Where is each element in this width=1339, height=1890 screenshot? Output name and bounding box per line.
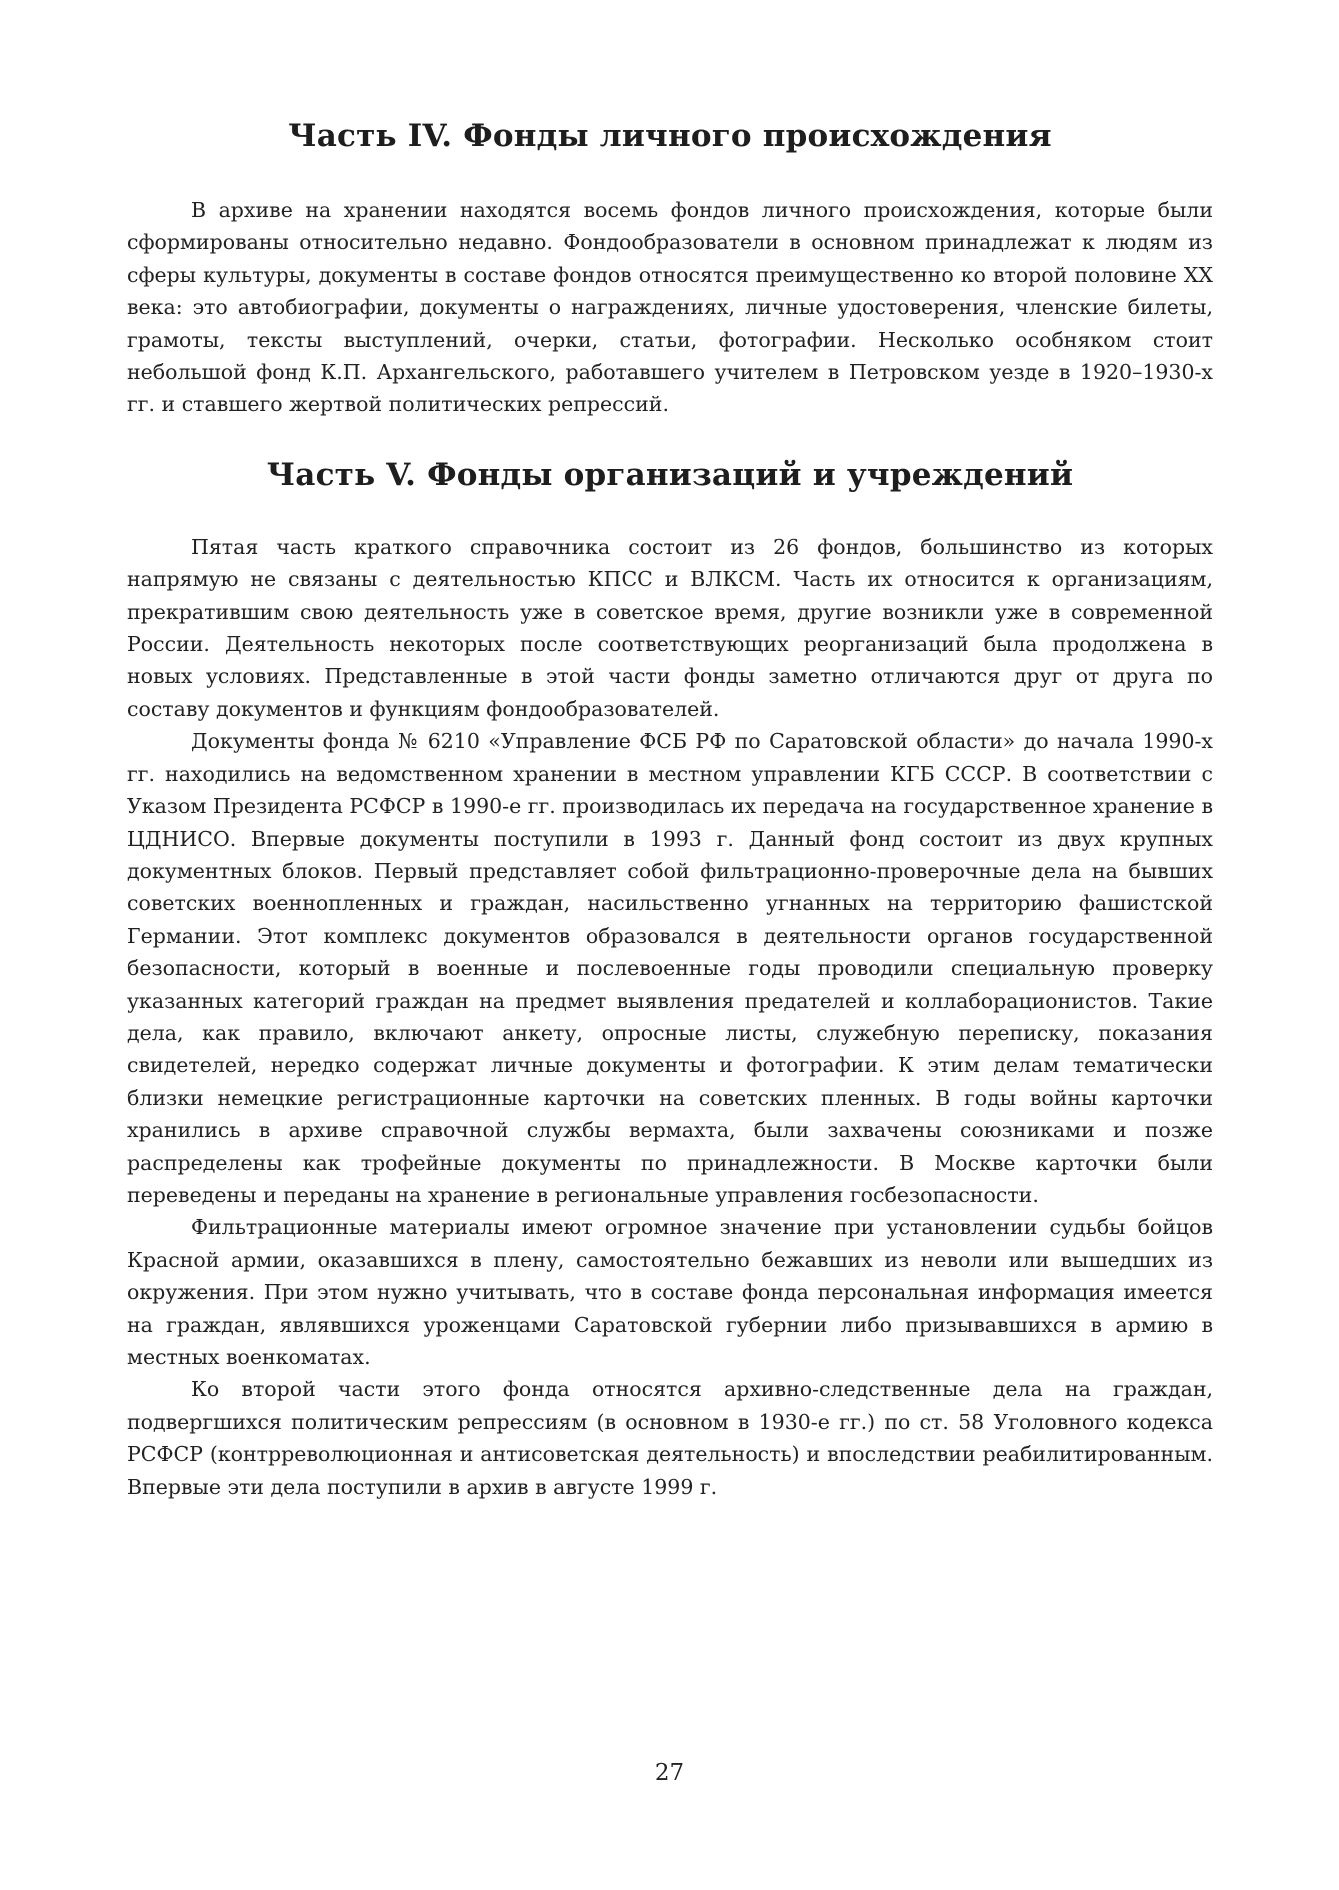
paragraph-fifth-part-overview: Пятая часть краткого справочника состоит из 26 фондов, большинство из которых напрямую не связаны с деятельностью КПСС и ВЛКСМ. Часть их относится к организациям, прекратившим свою деятельность уже в советское время, другие возникли уже в современной России. Деятельность некоторых после соответствующих реорганизаций была продолжена в новых условиях. Представленные в этой части фонды заметно отличаются друг от друга по составу документов и функциям фондообразователей. [127, 534, 1213, 721]
page-content [127, 116, 1213, 1503]
paragraph-investigation-cases: Ко второй части этого фонда относятся архивно-следственные дела на граждан, подвергшихся политическим репрессиям (в основном в 1930-е гг.) по ст. 58 Уголовного кодекса РСФСР (контрреволюционная и антисоветская деятельность) и впоследствии реабилитированным. Впервые эти дела поступили в архив в августе 1999 г. [127, 1377, 1213, 1499]
paragraph-fund-6210: Документы фонда № 6210 «Управление ФСБ РФ по Саратовской области» до начала 1990-х гг. находились на ведомственном хранении в местном управлении КГБ СССР. В соответствии с Указом Президента РСФСР в 1990-е гг. производилась их передача на государственное хранение в ЦДНИСО. Впервые документы поступили в 1993 г. Данный фонд состоит из двух крупных документных блоков. Первый представляет собой фильтрационно-проверочные дела на бывших советских военнопленных и граждан, насильственно угнанных на территорию фашистской Германии. Этот комплекс документов образовался в деятельности органов государственной безопасности, который в военные и послевоенные годы проводили специальную проверку указанных категорий граждан на предмет выявления предателей и коллаборационистов. Такие дела, как правило, включают анкету, опросные листы, служебную переписку, показания свидетелей, нередко содержат личные документы и фотографии. К этим делам тематически близки немецкие регистрационные карточки на советских пленных. В годы войны карточки хранились в архиве справочной службы вермахта, были захвачены союзниками и позже распределены как трофейные документы по принадлежности. В Москве карточки были переведены и переданы на хранение в региональные управления госбезопасности. [127, 729, 1213, 1207]
section-heading-part-4: Часть IV. Фонды личного происхождения [288, 118, 1052, 154]
section-part-5 [127, 455, 1213, 1503]
paragraph-personal-origin-funds: В архиве на хранении находятся восемь фондов личного происхождения, которые были сформированы относительно недавно. Фондообразователи в основном принадлежат к людям из сферы культуры, документы в составе фондов относятся преимущественно ко второй половине XX века: это автобиографии, документы о награждениях, личные удостоверения, членские билеты, грамоты, тексты выступлений, очерки, статьи, фотографии. Несколько особняком стоит небольшой фонд К.П. Архангельского, работавшего учителем в Петровском уезде в 1920–1930-х гг. и ставшего жертвой политических репрессий. [127, 198, 1213, 417]
section-heading-part-5: Часть V. Фонды организаций и учреждений [266, 456, 1074, 493]
page-number: 27 [654, 1760, 685, 1786]
section-part-4 [127, 116, 1213, 421]
paragraph-filtration-materials: Фильтрационные материалы имеют огромное значение при установлении судьбы бойцов Красной армии, оказавшихся в плену, самостоятельно бежавших из неволи или вышедших из окружения. При этом нужно учитывать, что в составе фонда персональная информация имеется на граждан, являвшихся уроженцами Саратовской губернии либо призывавшихся в армию в местных военкоматах. [127, 1215, 1213, 1369]
